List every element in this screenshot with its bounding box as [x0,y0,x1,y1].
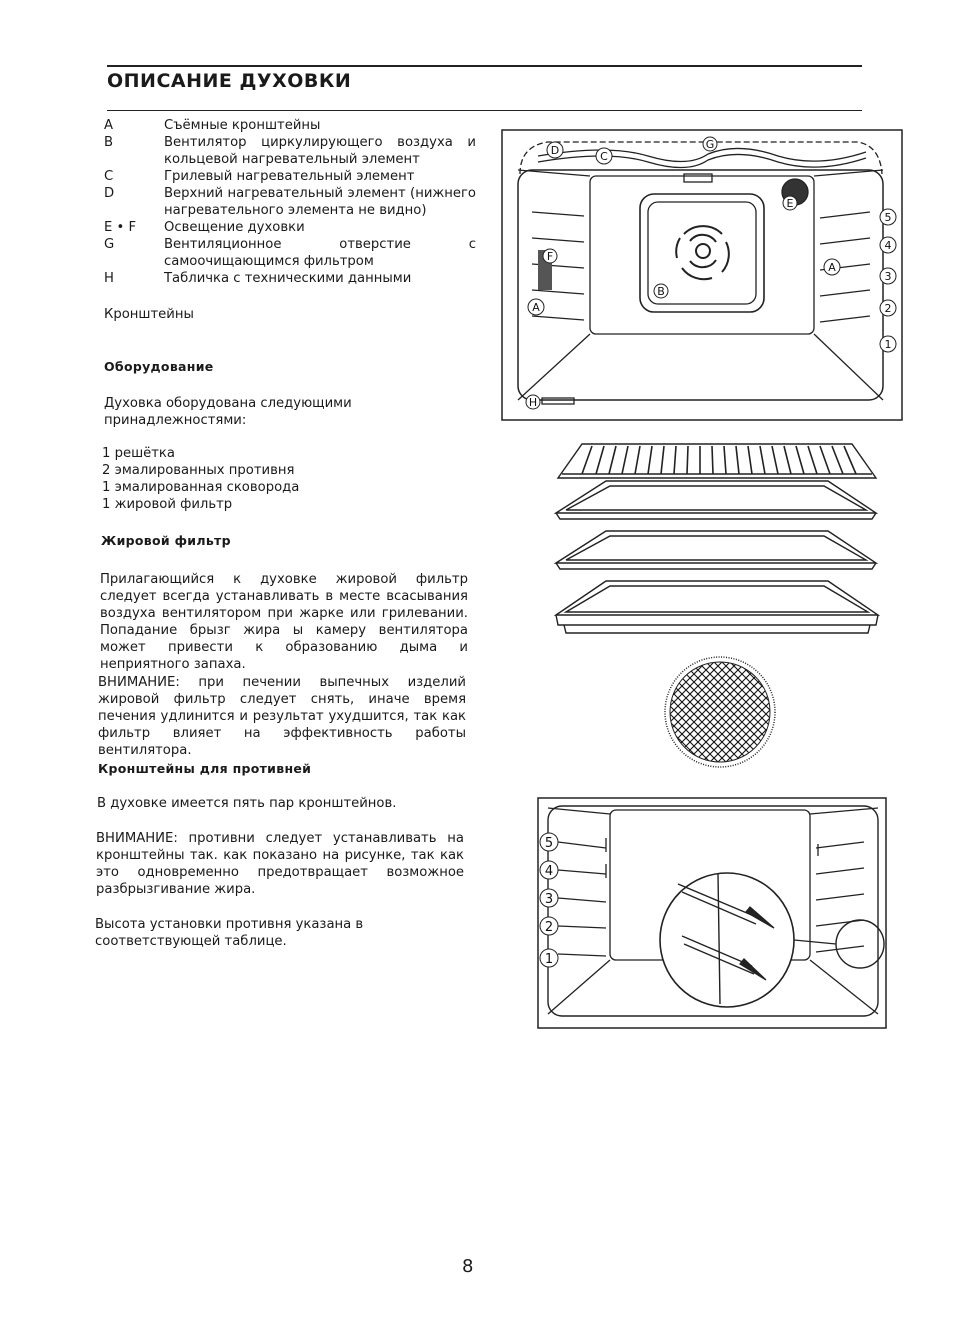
svg-text:2: 2 [884,302,892,315]
brackets-label: Кронштейны [104,307,194,322]
level-labels [540,833,558,967]
legend-item-d: D Верхний нагревательный элемент (нижнего нагревательного элемента не видно) [104,186,476,218]
right-brackets [816,842,864,952]
fat-filter-paragraph: Прилагающийся к духовке жировой фильтр следует всегда устанавливать в месте всасывания воздуха вентилятором при жарке или грилевании. Попадание брызг жира ы камеру вентилятора может привести к образованию дыма и неприятного запаха. [100,572,468,672]
wire-rack-image [552,440,882,482]
list-item: 2 эмалированных противня [102,463,295,478]
equipment-intro: Духовка оборудована следующими принадлежностями: [104,396,352,428]
top-rule [107,65,862,67]
legend-item-h: H Табличка с техническими данными [104,271,412,286]
svg-text:3: 3 [884,270,892,283]
detail-magnifier [660,873,794,1007]
legend-item-ef: E • F Освещение духовки [104,220,305,235]
svg-text:4: 4 [544,864,554,879]
page-title: ОПИСАНИЕ ДУХОВКИ [107,70,352,92]
svg-text:3: 3 [544,892,554,907]
legend-item-a: A Съёмные кронштейны [104,118,321,133]
list-item: 1 жировой фильтр [102,497,233,512]
grill-element [538,148,866,167]
svg-text:H: H [528,396,538,409]
bracket-levels-diagram [534,794,890,1032]
enamel-pan [552,577,882,635]
tray-brackets-warning: ВНИМАНИЕ: противни следует устанавливать на кронштейны так. как показано на рисунке, так как это одновременно предотвращает возможное разбрызгивание жира. [96,831,464,897]
tray-brackets-p3: Высота установки противня указана в соответствующей таблице. [95,917,364,949]
tray-brackets-p1: В духовке имеется пять пар кронштейнов. [97,796,397,811]
list-item: 1 эмалированная сковорода [102,480,300,495]
baking-tray-2 [552,527,880,573]
svg-text:G: G [705,138,715,151]
title-underline [107,110,862,111]
legend-item-g: G Вентиляционное отверстие с самоочищающимся фильтром [104,237,476,269]
fat-filter-warning: ВНИМАНИЕ: при печении выпечных изделий жировой фильтр следует снять, иначе время печения удлинится и результат ухудшится, так как фильтр влияет на эффективность работы вентилятора. [98,675,466,758]
oven-diagram [498,126,906,422]
tray-brackets-heading: Кронштейны для противней [98,761,312,776]
page-number: 8 [462,1256,474,1277]
accessory-list [102,445,299,513]
svg-text:A: A [828,261,836,274]
svg-text:4: 4 [884,239,892,252]
svg-text:E: E [786,197,794,210]
list-item: 1 решётка [102,446,175,461]
fan-icon [676,226,729,279]
legend-list [104,117,476,287]
svg-text:5: 5 [884,211,892,224]
svg-text:1: 1 [884,338,892,351]
left-brackets [558,838,606,956]
fat-filter-image [662,654,778,770]
svg-text:5: 5 [544,836,554,851]
svg-text:D: D [550,144,560,157]
equipment-heading: Оборудование [104,359,214,374]
svg-text:1: 1 [544,952,554,967]
legend-item-c: C Грилевый нагревательный элемент [104,169,415,184]
svg-text:2: 2 [544,920,554,935]
baking-tray-1 [552,477,880,523]
svg-text:A: A [532,301,540,314]
svg-text:F: F [546,250,554,263]
svg-text:B: B [657,285,665,298]
svg-text:C: C [600,150,608,163]
legend-item-b: B Вентилятор циркулирующего воздуха и кольцевой нагревательный элемент [104,135,476,167]
callout-labels [526,137,896,409]
fat-filter-heading: Жировой фильтр [101,533,231,548]
